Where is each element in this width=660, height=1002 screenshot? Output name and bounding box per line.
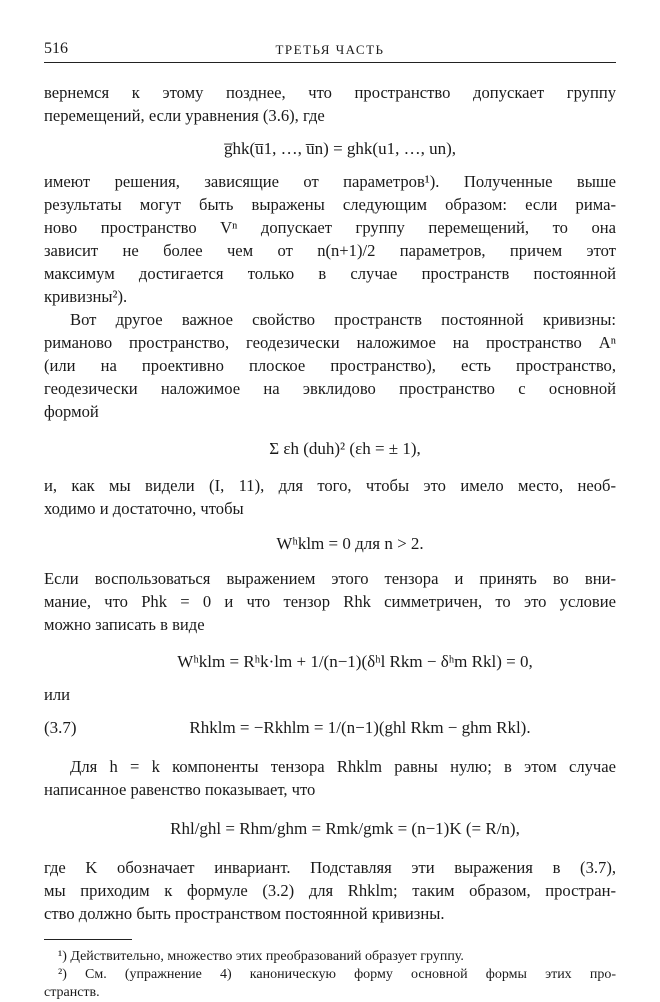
text-line: написанное равенство показывает, что [44, 780, 316, 799]
text-line: где K обозначает инвариант. Подставляя эти выражения в (3.7), [44, 858, 616, 877]
equation-6-text: Rhl/ghl = Rhm/ghm = Rmk/gmk = (n−1)K (= R/n), [170, 819, 520, 838]
text-line: мание, что Phk = 0 и что тензор Rhk симметричен, то это условие [44, 592, 616, 611]
equation-3-text: Wʰklm = 0 для n > 2. [276, 534, 424, 553]
text-line: Вот другое важное свойство пространств постоянной кривизны: [70, 310, 616, 329]
text-line: ходимо и достаточно, чтобы [44, 499, 244, 518]
equation-2-text: Σ εh (duh)² (εh = ± 1), [269, 439, 421, 458]
text-line: кривизны²). [44, 287, 128, 306]
equation-5 [44, 716, 616, 739]
text-line: формой [44, 402, 99, 421]
text-line: риманово пространство, геодезически наложимое на пространство Aⁿ [44, 333, 616, 352]
footnote-2-cont: странств. [44, 985, 100, 1000]
text-line: перемещений, если уравнения (3.6), где [44, 106, 325, 125]
equation-5-text: Rhklm = −Rkhlm = 1/(n−1)(ghl Rkm − ghm Rkl). [189, 718, 531, 737]
footnote-divider [44, 939, 132, 940]
equation-1-text: g̅hk(u̅1, …, u̅n) = ghk(u1, …, un), [224, 139, 456, 158]
page [44, 36, 616, 1002]
text-line: имеют решения, зависящие от параметров¹). Полученные выше [44, 172, 616, 191]
footnotes [44, 948, 616, 1002]
text-line: можно записать в виде [44, 615, 205, 634]
text-line: зависит не более чем от n(n+1)/2 параметров, причем этот [44, 241, 616, 260]
equation-1 [64, 137, 616, 160]
text-line: максимум достигается только в случае пространств постоянной [44, 264, 616, 283]
equation-4 [94, 650, 616, 673]
text-line: (или на проективно плоское пространство), есть пространство, [44, 356, 616, 375]
equation-3 [84, 532, 616, 555]
page-header [44, 36, 616, 63]
text-line: Если воспользоваться выражением этого тензора и принять во вни- [44, 569, 616, 588]
equation-number: (3.7) [44, 718, 77, 737]
equation-6 [74, 817, 616, 840]
text-line: результаты могут быть выражены следующим образом: если рима- [44, 195, 616, 214]
text-line: или [44, 685, 71, 704]
body-text [44, 81, 616, 925]
running-title: ТРЕТЬЯ ЧАСТЬ [275, 42, 385, 57]
equation-4-text: Wʰklm = Rʰk·lm + 1/(n−1)(δʰl Rkm − δʰm Rkl) = 0, [177, 652, 533, 671]
equation-2 [74, 437, 616, 460]
text-line: вернемся к этому позднее, что пространство допускает группу [44, 83, 616, 102]
text-line: мы приходим к формуле (3.2) для Rhklm; таким образом, простран- [44, 881, 616, 900]
text-line: геодезически наложимое на эвклидово пространство с основной [44, 379, 616, 398]
text-line: ново пространство Vⁿ допускает группу перемещений, то она [44, 218, 616, 237]
text-line: Для h = k компоненты тензора Rhklm равны нулю; в этом случае [70, 757, 616, 776]
text-line: ство должно быть пространством постоянной кривизны. [44, 904, 445, 923]
text-line: и, как мы видели (I, 11), для того, чтобы это имело место, необ- [44, 476, 616, 495]
footnote-2: ²) См. (упражнение 4) каноническую форму основной формы этих про- [58, 967, 616, 982]
page-number: 516 [44, 40, 68, 57]
footnote-1: ¹) Действительно, множество этих преобразований образует группу. [58, 949, 464, 964]
